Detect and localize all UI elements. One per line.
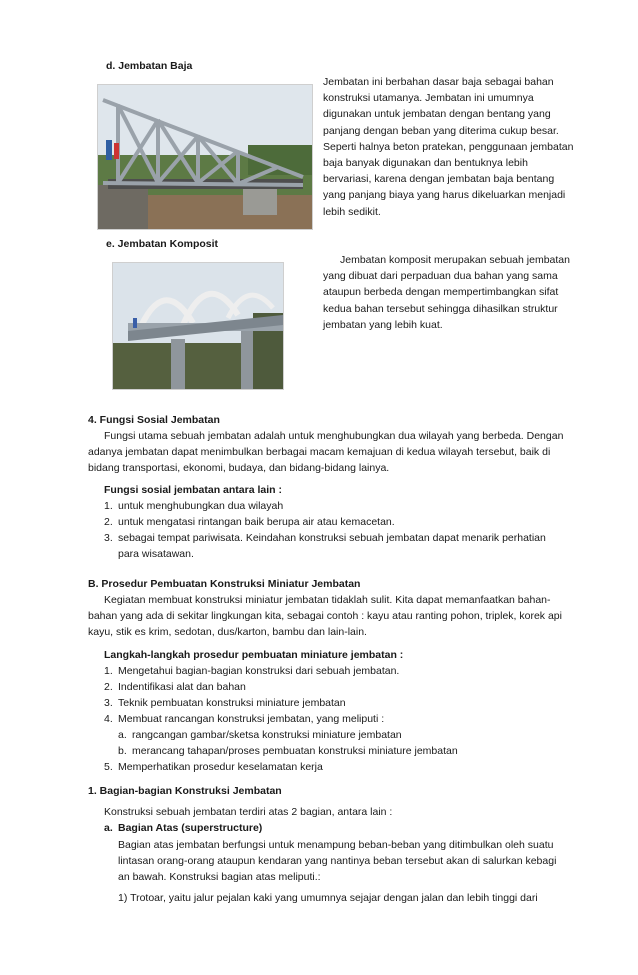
section-4-heading: 4. Fungsi Sosial Jembatan	[88, 414, 220, 426]
section-4-line: Fungsi utama sebuah jembatan adalah untuk menghubungkan dua wilayah yang berbeda. Dengan	[104, 430, 564, 442]
list-letter: b.	[118, 745, 127, 757]
sub-a-paragraph	[118, 837, 556, 886]
sub-a-line: lintasan orang-orang ataupun kendaran yang nantinya beban tersebut akan di salurkan kebagi	[118, 855, 557, 868]
section-B-line: bahan yang ada di sekitar lingkungan kita, sebagai contoh : kayu atau ranting pohon, triplek, korek api	[88, 610, 562, 623]
list-number: 3.	[104, 532, 113, 544]
list-letter: a.	[118, 729, 127, 741]
section-e-line: yang dibuat dari perpaduan dua bahan yang sama	[323, 270, 558, 283]
section-4-line: adanya jembatan dapat menimbulkan berbagai macam kemajuan di kedua wilayah tersebut, baik di	[88, 446, 551, 459]
list-text: untuk mengatasi rintangan baik berupa air atau kemacetan.	[118, 516, 395, 528]
section-d-line: Jembatan ini berbahan dasar baja sebagai bahan	[323, 76, 554, 88]
list-number: 4.	[104, 713, 113, 725]
list-text: sebagai tempat pariwisata. Keindahan konstruksi sebuah jembatan dapat menarik perhatian	[118, 532, 546, 544]
list-number: 1.	[104, 500, 113, 512]
section-B-paragraph	[88, 592, 562, 641]
list-text: Memperhatikan prosedur keselamatan kerja	[118, 761, 323, 773]
section-d-line: bervariasi, karena dengan jembatan baja bentang	[323, 173, 555, 186]
list-text: Mengetahui bagian-bagian konstruksi dari sebuah jembatan.	[118, 665, 400, 677]
section-4-subheading: Fungsi sosial jembatan antara lain :	[104, 484, 282, 496]
section-4-paragraph	[88, 428, 563, 477]
section-e-paragraph	[323, 252, 570, 333]
section-d-line: panjang dengan beban yang diterima cukup besar.	[323, 124, 559, 137]
section-1-intro: Konstruksi sebuah jembatan terdiri atas 2 bagian, antara lain :	[104, 806, 393, 818]
list-number: 2.	[104, 681, 113, 693]
list-text: Indentifikasi alat dan bahan	[118, 681, 246, 693]
section-d-line: konstruksi utamanya. Jembatan ini umumnya	[323, 92, 534, 105]
list-number: 2.	[104, 516, 113, 528]
section-1-heading: 1. Bagian-bagian Konstruksi Jembatan	[88, 785, 282, 797]
section-B-line: Kegiatan membuat konstruksi miniatur jembatan tidaklah sulit. Kita dapat memanfaatkan bahan-	[104, 594, 551, 606]
section-e-line: Jembatan komposit merupakan sebuah jembatan	[340, 254, 570, 266]
list-text: Membuat rancangan konstruksi jembatan, yang meliputi :	[118, 713, 385, 725]
section-e-line: kedua bahan tersebut sehingga dihasilkan struktur	[323, 302, 558, 315]
list-text: untuk menghubungkan dua wilayah	[118, 500, 284, 512]
list-number: 1.	[104, 665, 113, 677]
section-4-line: bidang transportasi, ekonomi, budaya, dan bidang-bidang lainya.	[88, 462, 390, 475]
composite-arch-bridge-photo	[112, 262, 284, 390]
section-d-line: yang panjang biaya yang harus dikeluarkan menjadi	[323, 189, 566, 202]
sub-a-item-1: 1) Trotoar, yaitu jalur pejalan kaki yang umumnya sejajar dengan jalan dan lebih tinggi dari	[118, 892, 538, 904]
section-d-line: baja banyak digunakan dan bentuknya lebih	[323, 157, 528, 170]
list-text-continuation: para wisatawan.	[118, 548, 194, 560]
steel-truss-bridge-photo	[97, 84, 313, 230]
section-B-subheading: Langkah-langkah prosedur pembuatan miniature jembatan :	[104, 649, 404, 661]
section-d-line: lebih sedikit.	[323, 205, 381, 218]
list-text: Teknik pembuatan konstruksi miniature jembatan	[118, 697, 346, 709]
sub-a-letter: a.	[104, 822, 113, 834]
section-d-line: digunakan untuk jembatan dengan bentang yang	[323, 108, 551, 121]
section-e-line: ataupun berbeda dengan mempertimbangkan sifat	[323, 286, 559, 299]
section-e-heading: e. Jembatan Komposit	[106, 238, 219, 250]
section-d-paragraph	[323, 74, 573, 220]
list-text: merancang tahapan/proses pembuatan konstruksi miniature jembatan	[132, 745, 458, 757]
list-text: rangcangan gambar/sketsa konstruksi miniature jembatan	[132, 729, 402, 741]
sub-a-heading: Bagian Atas (superstructure)	[118, 822, 263, 834]
section-B-heading: B. Prosedur Pembuatan Konstruksi Miniatur Jembatan	[88, 578, 361, 590]
sub-a-line: Bagian atas jembatan berfungsi untuk menampung beban-beban yang ditimbulkan oleh suatu	[118, 839, 554, 851]
section-e-line: jembatan yang lebih kuat.	[323, 318, 443, 331]
section-B-line: kayu, stik es krim, sedotan, dus/karton, bambu dan lain-lain.	[88, 626, 367, 639]
list-number: 3.	[104, 697, 113, 709]
list-number: 5.	[104, 761, 113, 773]
section-d-line: Seperti halnya beton pratekan, penggunaan jembatan	[323, 140, 574, 153]
sub-a-line: an bawah. Konstruksi bagian atas meliputi.:	[118, 871, 321, 884]
section-d-heading: d. Jembatan Baja	[106, 60, 193, 72]
